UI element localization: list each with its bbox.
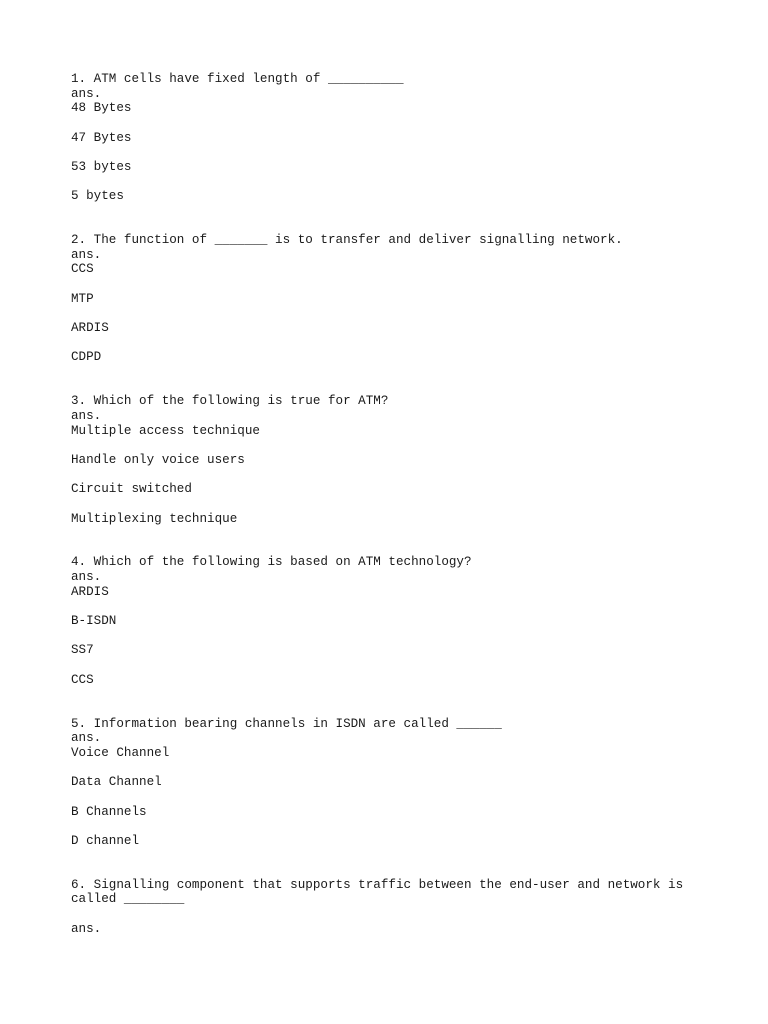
answer-option: CCS [71, 672, 94, 687]
answer-option: SS7 [71, 643, 94, 658]
blank-line [71, 468, 693, 483]
answer-label: ans. [71, 731, 102, 746]
answer-option: Multiplexing technique [71, 511, 238, 526]
answer-label: ans. [71, 247, 102, 262]
blank-line [71, 629, 693, 644]
answer-label: ans. [71, 570, 102, 585]
answer-option: B Channels [71, 804, 147, 819]
blank-line [71, 145, 693, 160]
blank-line [71, 658, 693, 673]
question-block [71, 878, 693, 937]
question-separator [71, 204, 693, 233]
answer-option: Multiple access technique [71, 423, 260, 438]
question-text: 5. Information bearing channels in ISDN are called ______ [71, 716, 502, 731]
answer-option: 47 Bytes [71, 130, 132, 145]
question-text: 3. Which of the following is true for ATM? [71, 394, 389, 409]
answer-option: CDPD [71, 350, 102, 365]
answer-option: B-ISDN [71, 614, 117, 629]
answer-option: Circuit switched [71, 482, 192, 497]
blank-line [71, 277, 693, 292]
answer-option: 48 Bytes [71, 101, 132, 116]
answer-option: ARDIS [71, 584, 109, 599]
answer-option: Data Channel [71, 775, 162, 790]
answer-option: D channel [71, 833, 140, 848]
blank-line [71, 497, 693, 512]
answer-option: 53 bytes [71, 159, 132, 174]
answer-option: ARDIS [71, 321, 109, 336]
question-text: 2. The function of _______ is to transfer and deliver signalling network. [71, 233, 623, 248]
blank-line [71, 761, 693, 776]
blank-line [71, 907, 693, 922]
answer-label: ans. [71, 408, 102, 423]
answer-option: Voice Channel [71, 745, 170, 760]
question-block [71, 555, 693, 716]
blank-line [71, 306, 693, 321]
answer-option: Handle only voice users [71, 452, 245, 467]
question-block [71, 717, 693, 878]
answer-label: ans. [71, 921, 102, 936]
answer-option: CCS [71, 262, 94, 277]
blank-line [71, 790, 693, 805]
question-text: 1. ATM cells have fixed length of __________ [71, 72, 404, 86]
quiz-document [71, 72, 693, 936]
question-text: 6. Signalling component that supports traffic between the end-user and network is called ________ [71, 877, 691, 907]
question-block [71, 233, 693, 394]
question-separator [71, 848, 693, 877]
question-separator [71, 365, 693, 394]
blank-line [71, 438, 693, 453]
question-separator [71, 526, 693, 555]
answer-option: 5 bytes [71, 189, 124, 204]
answer-label: ans. [71, 86, 102, 101]
answer-option: MTP [71, 291, 94, 306]
blank-line [71, 116, 693, 131]
question-block [71, 72, 693, 233]
blank-line [71, 599, 693, 614]
question-block [71, 394, 693, 555]
question-text: 4. Which of the following is based on ATM technology? [71, 555, 472, 570]
blank-line [71, 175, 693, 190]
question-separator [71, 687, 693, 716]
blank-line [71, 336, 693, 351]
blank-line [71, 819, 693, 834]
